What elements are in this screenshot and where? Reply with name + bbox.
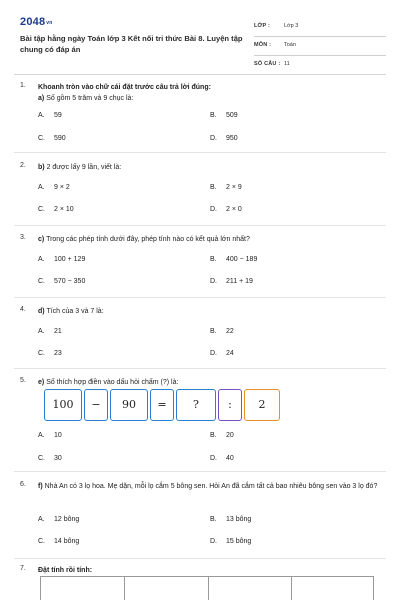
expression-box-operator: = xyxy=(150,389,174,421)
question-divider xyxy=(14,297,386,298)
calculation-table[interactable] xyxy=(40,576,374,600)
meta-value: 11 xyxy=(284,61,290,67)
expression-box-number: 90 xyxy=(110,389,148,421)
worksheet-header xyxy=(14,13,386,73)
table-column-divider xyxy=(291,577,292,600)
option-d[interactable]: D. 15 bông xyxy=(210,538,252,545)
expression-box-operator: : xyxy=(218,389,242,421)
table-column-divider xyxy=(124,577,125,600)
question-prompt: d) Tích của 3 và 7 là: xyxy=(38,308,104,315)
question-lead: Đặt tính rồi tính: xyxy=(38,567,93,574)
option-c[interactable]: C. 30 xyxy=(38,455,62,462)
option-c[interactable]: C. 590 xyxy=(38,135,66,142)
question-prompt: f) Nhà An có 3 lọ hoa. Mẹ dặn, mỗi lọ cắm 5 bông sen. Hỏi An đã cắm tất cả bao nhiêu bông sen vào 3 lọ đó? xyxy=(38,483,378,490)
site-logo[interactable]: 2048vn xyxy=(20,16,53,28)
option-d[interactable]: D. 40 xyxy=(210,455,234,462)
expression-box-unknown[interactable]: ? xyxy=(176,389,216,421)
option-a[interactable]: A. 9 × 2 xyxy=(38,184,70,191)
option-b[interactable]: B. 20 xyxy=(210,432,234,439)
option-b[interactable]: B. 400 − 189 xyxy=(210,256,258,263)
question-3 xyxy=(20,234,380,294)
question-prompt: b) 2 được lấy 9 lần, viết là: xyxy=(38,164,122,171)
worksheet-meta xyxy=(254,18,386,75)
question-1 xyxy=(20,82,380,152)
option-c[interactable]: C. 2 × 10 xyxy=(38,206,74,213)
meta-label: LỚP : xyxy=(254,23,270,29)
option-a[interactable]: A. 100 + 129 xyxy=(38,256,86,263)
question-number: 4. xyxy=(20,306,26,313)
option-b[interactable]: B. 22 xyxy=(210,328,234,335)
question-4 xyxy=(20,306,380,366)
meta-label: MÔN : xyxy=(254,42,272,48)
table-column-divider xyxy=(208,577,209,600)
option-b[interactable]: B. 2 × 9 xyxy=(210,184,242,191)
question-prompt: c) Trong các phép tính dưới đây, phép tính nào có kết quả lớn nhất? xyxy=(38,236,250,243)
question-divider xyxy=(14,558,386,559)
option-d[interactable]: D. 211 + 19 xyxy=(210,278,253,285)
question-2 xyxy=(20,162,380,222)
question-number: 2. xyxy=(20,162,26,169)
option-c[interactable]: C. 14 bông xyxy=(38,538,80,545)
question-number: 5. xyxy=(20,377,26,384)
expression-box-operator: − xyxy=(84,389,108,421)
header-divider xyxy=(14,74,386,75)
question-prompt: a) Số gồm 5 trăm và 9 chục là: xyxy=(38,95,134,102)
worksheet-title: Bài tập hằng ngày Toán lớp 3 Kết nối tri thức Bài 8. Luyện tập chung có đáp án xyxy=(20,34,243,54)
option-c[interactable]: C. 570 − 350 xyxy=(38,278,86,285)
question-divider xyxy=(14,368,386,369)
question-prompt: e) Số thích hợp điền vào dấu hỏi chấm (?) là: xyxy=(38,379,179,386)
expression-box-number: 100 xyxy=(44,389,82,421)
question-lead: Khoanh tròn vào chữ cái đặt trước câu trả lời đúng: xyxy=(38,84,211,91)
meta-value: Toán xyxy=(284,42,296,48)
question-divider xyxy=(14,152,386,153)
option-a[interactable]: A. 10 xyxy=(38,432,62,439)
question-divider xyxy=(14,225,386,226)
expression-boxes xyxy=(44,389,294,421)
question-number: 3. xyxy=(20,234,26,241)
option-a[interactable]: A. 21 xyxy=(38,328,62,335)
question-6 xyxy=(20,481,380,556)
expression-box-number: 2 xyxy=(244,389,280,421)
option-a[interactable]: A. 59 xyxy=(38,112,62,119)
option-d[interactable]: D. 950 xyxy=(210,135,238,142)
option-b[interactable]: B. 509 xyxy=(210,112,238,119)
meta-label: SỐ CÂU : xyxy=(254,61,281,67)
meta-row-class xyxy=(254,18,386,37)
option-d[interactable]: D. 2 × 0 xyxy=(210,206,242,213)
option-a[interactable]: A. 12 bông xyxy=(38,516,80,523)
meta-row-subject xyxy=(254,37,386,56)
question-number: 6. xyxy=(20,481,26,488)
question-number: 7. xyxy=(20,565,26,572)
question-number: 1. xyxy=(20,82,26,89)
meta-row-count xyxy=(254,56,386,75)
option-c[interactable]: C. 23 xyxy=(38,350,62,357)
meta-value: Lớp 3 xyxy=(284,23,299,29)
option-d[interactable]: D. 24 xyxy=(210,350,234,357)
question-divider xyxy=(14,471,386,472)
option-b[interactable]: B. 13 bông xyxy=(210,516,252,523)
